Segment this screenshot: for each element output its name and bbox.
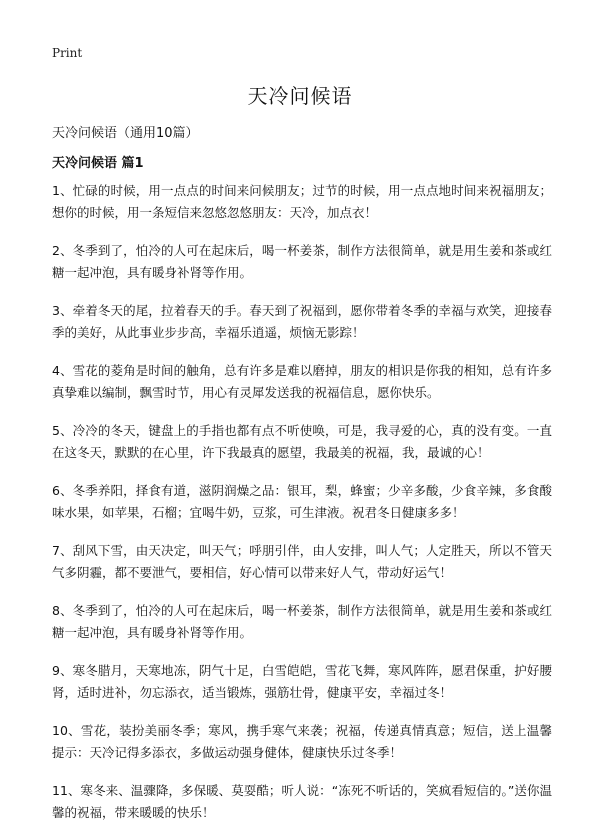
- print-link[interactable]: Print: [52, 46, 83, 60]
- paragraph: 8、冬季到了，怕冷的人可在起床后，喝一杯姜茶，制作方法很简单，就是用生姜和茶或红糖一起冲泡，具有暖身补肾等作用。: [52, 603, 552, 640]
- paragraph: 11、寒冬来、温骤降，多保暖、莫耍酷；听人说：“冻死不听话的，笑疯看短信的。”送你温馨的祝福，带来暖暖的快乐！: [52, 783, 552, 820]
- document-subtitle: 天冷问候语（通用10篇）: [52, 126, 199, 141]
- paragraph-list: [52, 180, 552, 840]
- paragraph: 4、雪花的菱角是时间的触角，总有许多是难以磨掉，朋友的相识是你我的相知，总有许多真挚难以编制，飘雪时节，用心有灵犀发送我的祝福信息，愿你快乐。: [52, 363, 552, 400]
- section-heading: 天冷问候语 篇1: [52, 156, 144, 171]
- page-title: 天冷问候语: [247, 84, 353, 108]
- paragraph: 1、忙碌的时候，用一点点的时间来问候朋友；过节的时候，用一点点地时间来祝福朋友；想你的时候，用一条短信来忽悠忽悠朋友：天冷，加点衣！: [52, 183, 552, 220]
- paragraph: 3、牵着冬天的尾，拉着春天的手。春天到了祝福到，愿你带着冬季的幸福与欢笑，迎接春季的美好，从此事业步步高，幸福乐逍遥，烦恼无影踪！: [52, 303, 552, 340]
- paragraph: 9、寒冬腊月，天寒地冻，阴气十足，白雪皑皑，雪花飞舞，寒风阵阵，愿君保重，护好腰肾，适时进补，勿忘添衣，适当锻炼，强筋壮骨，健康平安，幸福过冬！: [52, 663, 552, 700]
- paragraph: 7、刮风下雪，由天决定，叫天气；呼朋引伴，由人安排，叫人气；人定胜天，所以不管天气多阴霾，都不要泄气，要相信，好心情可以带来好人气，带动好运气！: [52, 543, 552, 580]
- paragraph: 10、雪花，装扮美丽冬季；寒风，携手寒气来袭；祝福，传递真情真意；短信，送上温馨提示：天冷记得多添衣，多做运动强身健体，健康快乐过冬季！: [52, 723, 552, 760]
- paragraph: 6、冬季养阳，择食有道，滋阴润燥之品：银耳，梨，蜂蜜；少辛多酸，少食辛辣，多食酸味水果，如苹果，石榴；宜喝牛奶，豆浆，可生津液。祝君冬日健康多多！: [52, 483, 552, 520]
- paragraph: 2、冬季到了，怕冷的人可在起床后，喝一杯姜茶，制作方法很简单，就是用生姜和茶或红糖一起冲泡，具有暖身补肾等作用。: [52, 243, 552, 280]
- paragraph: 5、冷冷的冬天，键盘上的手指也都有点不听使唤，可是，我寻爱的心，真的没有变。一直在这冬天，默默的在心里，许下我最真的愿望，我最美的祝福，我，最诚的心！: [52, 423, 552, 460]
